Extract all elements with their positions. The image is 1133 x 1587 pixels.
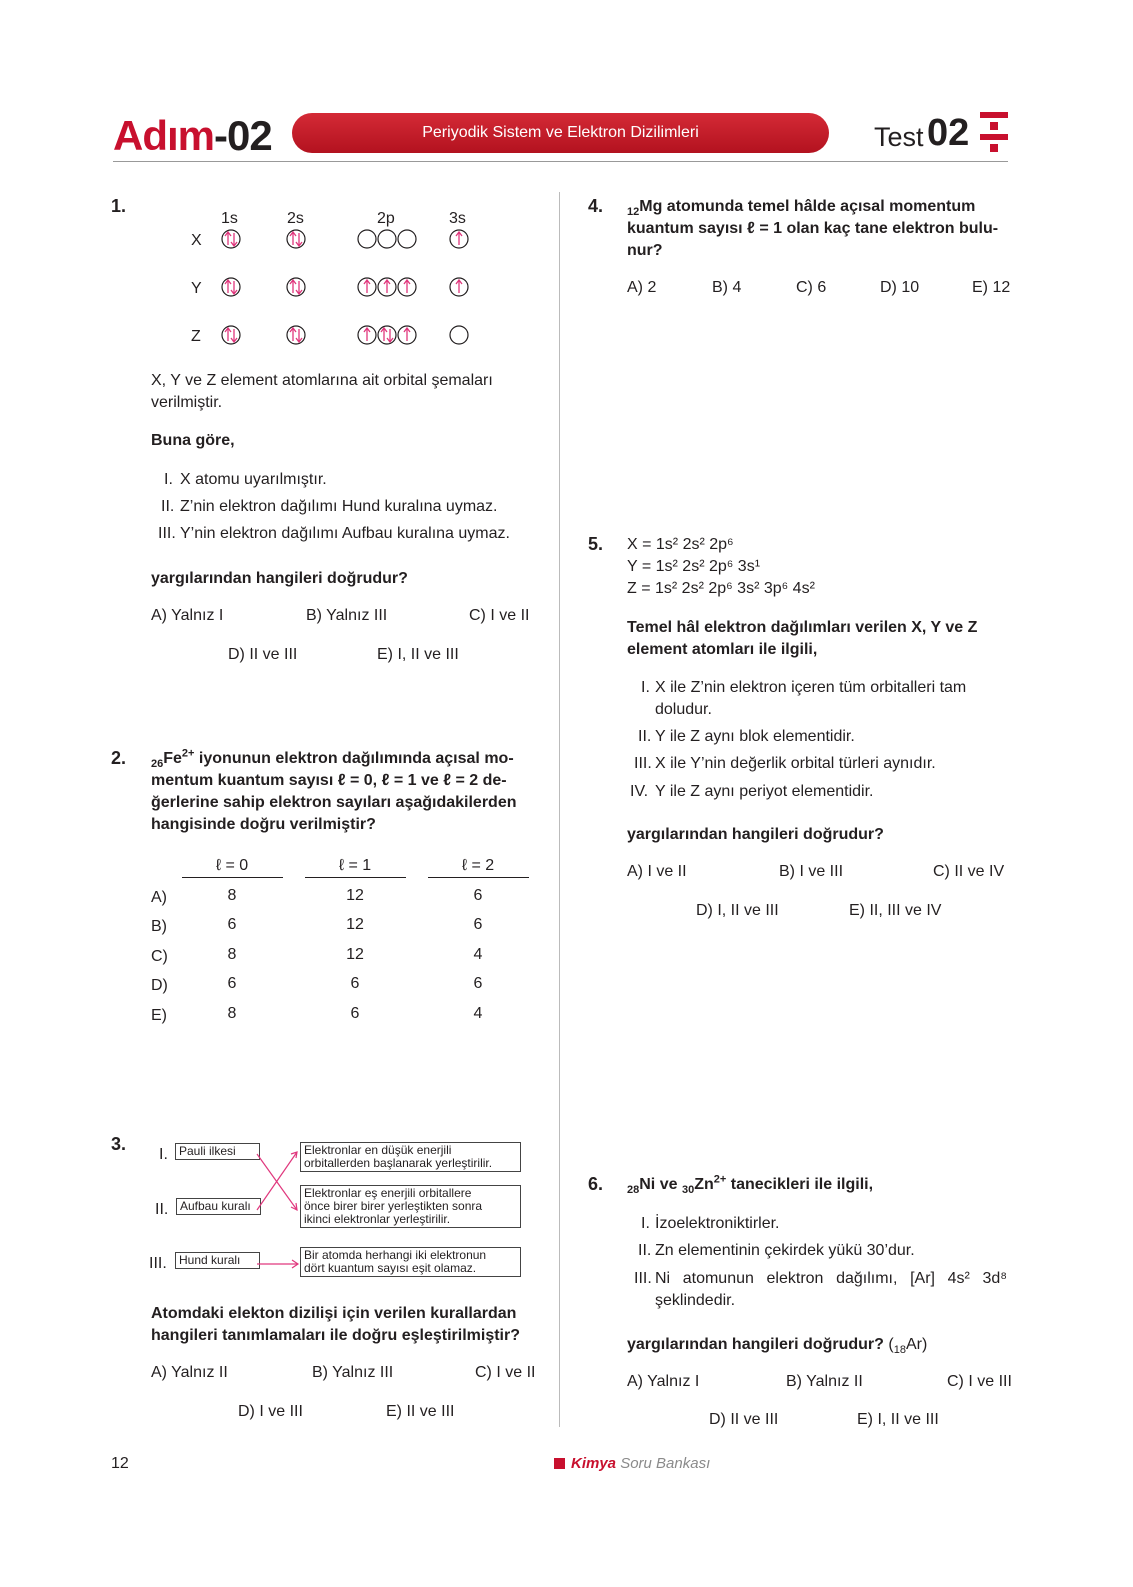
q5-item-1-roman: I.	[641, 679, 650, 696]
q6-zn: Zn	[694, 1176, 714, 1193]
q6-question	[627, 1334, 927, 1356]
q4-line2: kuantum sayısı ℓ = 1 olan kaç tane elektron bulu-	[627, 220, 999, 237]
q6-item-3: Ni atomunun elektron dağılımı, [Ar] 4s² 3d⁸	[655, 1270, 1007, 1287]
question-6-number: 6.	[588, 1174, 604, 1194]
q4-option-e[interactable]: E) 12	[972, 279, 1011, 296]
q2-row-d-l0: 6	[227, 975, 237, 992]
q2-row-c-label[interactable]: C)	[151, 948, 168, 965]
q4-option-a[interactable]: A) 2	[627, 279, 657, 296]
q6-ar: Ar	[905, 1336, 922, 1353]
q2-row-c-l1: 12	[346, 946, 364, 963]
q6-option-e[interactable]: E) I, II ve III	[857, 1411, 939, 1428]
q1-text-line1: X, Y ve Z element atomlarına ait orbital şemaları	[151, 372, 493, 389]
q3-right-3-line1: Bir atomda herhangi iki elektronun	[304, 1248, 487, 1262]
q1-option-d[interactable]: D) II ve III	[228, 646, 298, 663]
q5-item-3-roman: III.	[634, 755, 652, 772]
q5-item-2-roman: II.	[638, 728, 652, 745]
q1-text-line2: verilmiştir.	[151, 394, 223, 411]
q6-question-text: yargılarından hangileri doğrudur?	[627, 1336, 884, 1353]
column-divider	[559, 192, 560, 1427]
q4-line1	[627, 196, 975, 218]
q6-option-d[interactable]: D) II ve III	[709, 1411, 779, 1428]
q6-tail: tanecikleri ile ilgili,	[730, 1176, 874, 1193]
q6-item-1-roman: I.	[641, 1215, 650, 1232]
q6-line1	[627, 1174, 873, 1196]
q5-item-4: Y ile Z aynı periyot elementidir.	[655, 783, 874, 800]
q3-option-c[interactable]: C) I ve II	[475, 1364, 536, 1381]
q2-row-a-l0: 8	[227, 887, 237, 904]
q5-prompt-line2: element atomları ile ilgili,	[627, 641, 818, 658]
footer-brand-name: Kimya	[571, 1455, 617, 1472]
q2-header-rule-2	[305, 877, 406, 878]
q6-ar-atomic-number: 18	[893, 1344, 906, 1357]
q2-row-d-label[interactable]: D)	[151, 977, 168, 994]
q6-ni: Ni ve	[639, 1176, 678, 1193]
q1-question: yargılarından hangileri doğrudur?	[151, 570, 408, 587]
logo-num: 02	[227, 112, 272, 159]
logo-word: Adım	[113, 112, 214, 159]
q5-item-2: Y ile Z aynı blok elementidir.	[655, 728, 855, 745]
q3-option-b[interactable]: B) Yalnız III	[312, 1364, 394, 1381]
q6-item-2-roman: II.	[638, 1242, 652, 1259]
test-number: 02	[927, 112, 970, 154]
q2-header-l2: ℓ = 2	[461, 857, 495, 874]
page-number: 12	[111, 1455, 129, 1472]
q3-question-line1: Atomdaki elekton dizilişi için verilen kurallardan	[151, 1305, 517, 1322]
q2-row-e-l2: 4	[473, 1005, 483, 1022]
q1-item-2: Z’nin elektron dağılımı Hund kuralına uymaz.	[180, 498, 498, 515]
orbital-header-1s: 1s	[221, 210, 238, 227]
q3-left-1: Pauli ilkesi	[175, 1143, 260, 1160]
q2-line2: mentum kuantum sayısı ℓ = 0, ℓ = 1 ve ℓ = 2 de-	[151, 772, 507, 789]
q1-option-c[interactable]: C) I ve II	[469, 607, 530, 624]
orbital-header-2p: 2p	[377, 210, 395, 227]
q3-option-e[interactable]: E) II ve III	[386, 1403, 455, 1420]
q2-row-b-label[interactable]: B)	[151, 918, 167, 935]
brand-mark-icon	[980, 112, 1008, 154]
chapter-banner	[292, 113, 829, 153]
q5-option-b[interactable]: B) I ve III	[779, 863, 844, 880]
question-4-number: 4.	[588, 196, 604, 216]
q2-row-d-l2: 6	[473, 975, 483, 992]
question-5-number: 5.	[588, 534, 604, 554]
q4-option-c[interactable]: C) 6	[796, 279, 827, 296]
q5-question: yargılarından hangileri doğrudur?	[627, 826, 884, 843]
footer-brand	[554, 1455, 710, 1472]
question-1-number: 1.	[111, 196, 127, 216]
q6-option-a[interactable]: A) Yalnız I	[627, 1373, 700, 1390]
q2-header-rule-3	[428, 877, 529, 878]
q1-option-b[interactable]: B) Yalnız III	[306, 607, 388, 624]
q1-option-e[interactable]: E) I, II ve III	[377, 646, 459, 663]
orbital-row-y-label: Y	[191, 280, 202, 297]
q3-question-line2: hangileri tanımlamaları ile doğru eşleştirilmiştir?	[151, 1327, 520, 1344]
q2-row-a-label[interactable]: A)	[151, 889, 167, 906]
question-2-number: 2.	[111, 748, 127, 768]
q5-item-3: X ile Y’nin değerlik orbital türleri aynıdır.	[655, 755, 936, 772]
q6-item-3-roman: III.	[634, 1270, 652, 1287]
q6-option-b[interactable]: B) Yalnız II	[786, 1373, 863, 1390]
orbital-header-3s: 3s	[449, 210, 466, 227]
q2-row-c-l0: 8	[227, 946, 237, 963]
q2-row-e-l0: 8	[227, 1005, 237, 1022]
q6-item-1: İzoelektroniktirler.	[655, 1215, 780, 1232]
q2-row-b-l1: 12	[346, 916, 364, 933]
q4-line3: nur?	[627, 242, 663, 259]
q5-option-a[interactable]: A) I ve II	[627, 863, 687, 880]
q2-charge: 2+	[181, 747, 195, 760]
q2-row-e-l1: 6	[350, 1005, 360, 1022]
q3-right-1-line1: Elektronlar en düşük enerjili	[304, 1143, 452, 1157]
q5-option-c[interactable]: C) II ve IV	[933, 863, 1005, 880]
footer-square-icon	[554, 1458, 565, 1469]
q4-line1-text: Mg atomunda temel hâlde açısal momentum	[639, 198, 976, 215]
q4-atomic-number: 12	[627, 206, 640, 219]
q4-option-d[interactable]: D) 10	[880, 279, 920, 296]
question-3-number: 3.	[111, 1134, 127, 1154]
q3-matching-arrows	[255, 1140, 305, 1280]
q3-option-d[interactable]: D) I ve III	[238, 1403, 303, 1420]
banner-title: Periyodik Sistem ve Elektron Dizilimleri	[422, 124, 699, 141]
q2-row-c-l2: 4	[473, 946, 483, 963]
q5-prompt-line1: Temel hâl elektron dağılımları verilen X, Y ve Z	[627, 619, 978, 636]
test-label: Test	[874, 122, 924, 152]
q2-header-l1: ℓ = 1	[338, 857, 372, 874]
q3-right-3	[300, 1247, 521, 1277]
footer-series: Soru Bankası	[620, 1455, 711, 1472]
orbital-diagram	[215, 225, 475, 350]
q3-left-3-roman: III.	[149, 1255, 167, 1272]
q3-left-2: Aufbau kuralı	[176, 1198, 261, 1215]
q1-option-a[interactable]: A) Yalnız I	[151, 607, 224, 624]
q2-line1-text: iyonunun elektron dağılımında açısal mo-	[198, 750, 514, 767]
q1-item-3: Y’nin elektron dağılımı Aufbau kuralına uymaz.	[180, 525, 510, 542]
q6-ni-atomic-number: 28	[627, 1184, 640, 1197]
q5-option-e[interactable]: E) II, III ve IV	[849, 902, 942, 919]
q3-right-2-line1: Elektronlar eş enerjili orbitallere	[304, 1186, 472, 1200]
q3-left-3: Hund kuralı	[175, 1252, 260, 1269]
q1-item-2-roman: II.	[161, 498, 175, 515]
q5-config-z: Z = 1s² 2s² 2p⁶ 3s² 3p⁶ 4s²	[627, 580, 815, 597]
q5-item-1: X ile Z’nin elektron içeren tüm orbitalleri tam	[655, 679, 967, 696]
q2-row-d-l1: 6	[350, 975, 360, 992]
q5-item-1-cont: doludur.	[655, 701, 712, 718]
orbital-header-2s: 2s	[287, 210, 304, 227]
q2-line4: hangisinde doğru verilmiştir?	[151, 816, 376, 833]
q3-right-2-line3: ikinci elektronlar yerleştirilir.	[304, 1212, 451, 1226]
q2-row-a-l1: 12	[346, 887, 364, 904]
logo	[113, 112, 272, 160]
q1-item-3-roman: III.	[158, 525, 176, 542]
q3-option-a[interactable]: A) Yalnız II	[151, 1364, 228, 1381]
q2-row-e-label[interactable]: E)	[151, 1007, 167, 1024]
q3-right-1-line2: orbitallerden başlanarak yerleştirilir.	[304, 1156, 493, 1170]
q6-item-3-cont: şeklindedir.	[655, 1292, 736, 1309]
q6-option-c[interactable]: C) I ve III	[947, 1373, 1012, 1390]
orbital-row-x-label: X	[191, 232, 202, 249]
q5-config-y: Y = 1s² 2s² 2p⁶ 3s¹	[627, 558, 761, 575]
q5-option-d[interactable]: D) I, II ve III	[696, 902, 779, 919]
q2-row-b-l0: 6	[227, 916, 237, 933]
q3-left-1-roman: I.	[159, 1146, 168, 1163]
q2-line1	[151, 748, 514, 770]
q2-element: Fe	[163, 750, 182, 767]
q6-item-2: Zn elementinin çekirdek yükü 30’dur.	[655, 1242, 915, 1259]
q3-right-2-line2: önce birer birer yerleştikten sonra	[304, 1199, 483, 1213]
q3-left-2-roman: II.	[155, 1201, 169, 1218]
logo-dash: -	[214, 112, 227, 159]
header-divider	[113, 161, 1008, 162]
q1-prompt: Buna göre,	[151, 432, 235, 449]
q5-config-x: X = 1s² 2s² 2p⁶	[627, 536, 734, 553]
q2-row-b-l2: 6	[473, 916, 483, 933]
q1-item-1-roman: I.	[164, 471, 173, 488]
q6-ar-note: $(_{18}Ar)$	[888, 1336, 928, 1357]
q4-option-b[interactable]: B) 4	[712, 279, 742, 296]
q5-item-4-roman: IV.	[630, 783, 649, 800]
q2-row-a-l2: 6	[473, 887, 483, 904]
q1-item-1: X atomu uyarılmıştır.	[180, 471, 327, 488]
q2-header-rule-1	[182, 877, 283, 878]
q6-zn-charge: 2+	[713, 1173, 727, 1186]
q3-right-2	[300, 1185, 521, 1228]
q6-zn-atomic-number: 30	[681, 1184, 695, 1197]
orbital-row-z-label: Z	[191, 328, 201, 345]
q3-right-1	[300, 1142, 521, 1172]
q2-header-l0: ℓ = 0	[215, 857, 249, 874]
q2-atomic-number: 26	[151, 758, 164, 771]
q3-right-3-line2: dört kuantum sayısı eşit olamaz.	[304, 1261, 477, 1275]
q2-line3: ğerlerine sahip elektron sayıları aşağıdakilerden	[151, 794, 517, 811]
